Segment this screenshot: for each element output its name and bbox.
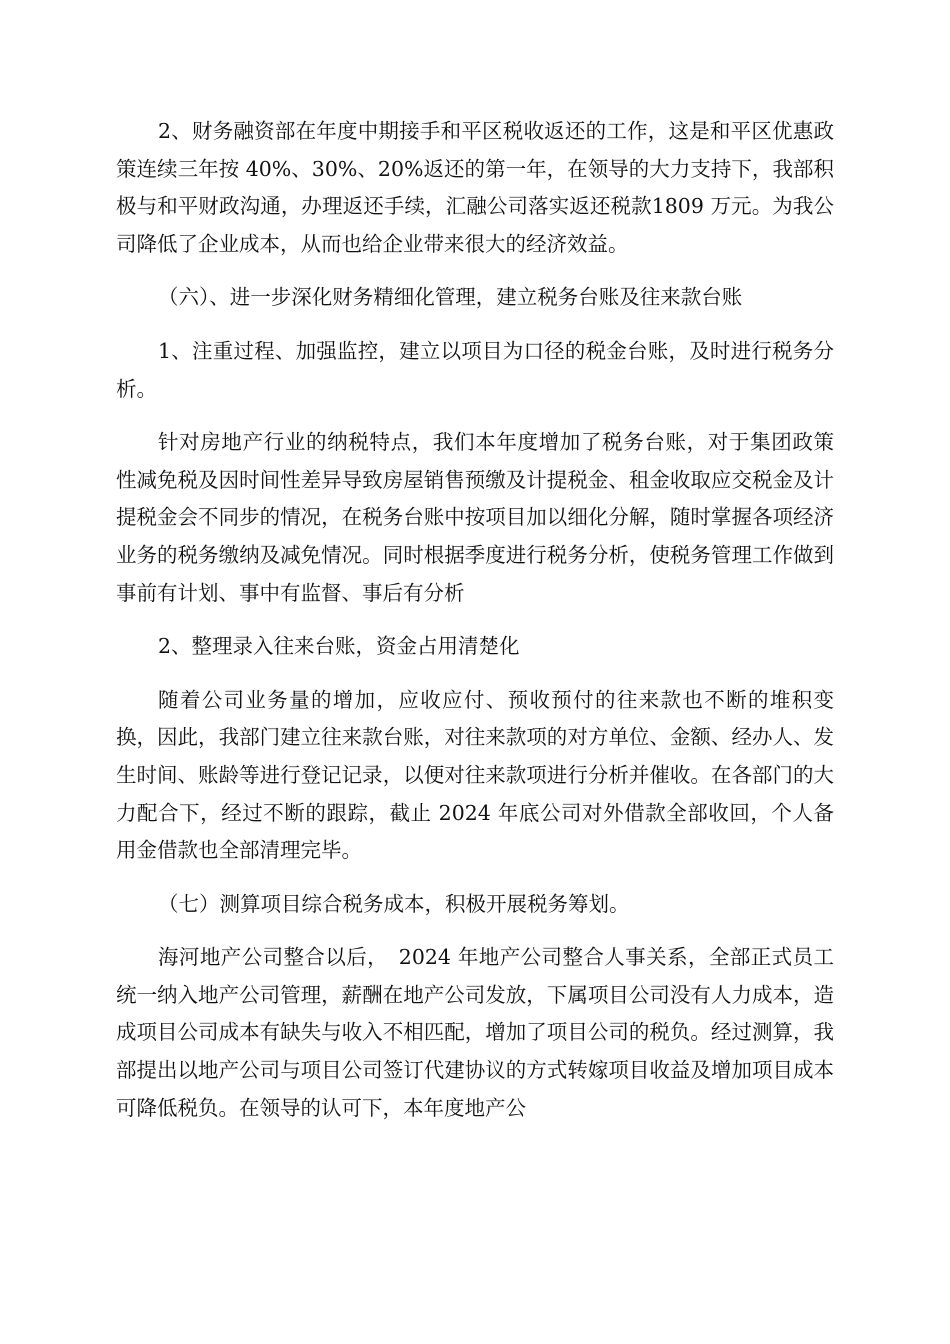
section-heading-seven: （七）测算项目综合税务成本，积极开展税务筹划。 [158, 891, 630, 916]
subheading-current-accounts: 2、整理录入往来台账，资金占用清楚化 [158, 634, 520, 659]
paragraph-tax-ledger-title: 1、注重过程、加强监控，建立以项目为口径的税金台账，及时进行税务分析。 [116, 338, 834, 401]
paragraph-tax-ledger-detail: 针对房地产行业的纳税特点，我们本年度增加了税务台账，对于集团政策性减免税及因时间性差异导致房屋销售预缴及计提税金、租金收取应交税金及计提税金会不同步的情况，在税务台账中按项目加以细化分解，随时掌握各项经济业务的税务缴纳及减免情况。同时根据季度进行税务分析，使税务管理工作做到事前有计划、事中有监督、事后有分析 [116, 430, 834, 605]
paragraph-tax-refund: 2、财务融资部在年度中期接手和平区税收返还的工作，这是和平区优惠政策连续三年按 40%、30%、20%返还的第一年，在领导的大力支持下，我部积极与和平财政沟通，办理返还手续，汇融公司落实返还税款1809 万元。为我公司降低了企业成本，从而也给企业带来很大的经济效益。 [116, 119, 834, 256]
paragraph-current-accounts-detail: 随着公司业务量的增加，应收应付、预收预付的往来款也不断的堆积变换，因此，我部门建立往来款台账，对往来款项的对方单位、金额、经办人、发生时间、账龄等进行登记记录，以便对往来款项进行分析并催收。在各部门的大力配合下，经过不断的跟踪，截止 2024 年底公司对外借款全部收回，个人备用金借款也全部清理完毕。 [116, 687, 834, 863]
section-heading-six: （六）、进一步深化财务精细化管理，建立税务台账及往来款台账 [158, 285, 743, 310]
paragraph-tax-planning: 海河地产公司整合以后， 2024 年地产公司整合人事关系，全部正式员工统一纳入地产公司管理，薪酬在地产公司发放，下属项目公司没有人力成本，造成项目公司成本有缺失与收入不相匹配，增加了项目公司的税负。经过测算，我部提出以地产公司与项目公司签订代建协议的方式转嫁项目收益及增加项目成本可降低税负。在领导的认可下，本年度地产公 [116, 945, 834, 1120]
document-body [116, 113, 834, 1143]
